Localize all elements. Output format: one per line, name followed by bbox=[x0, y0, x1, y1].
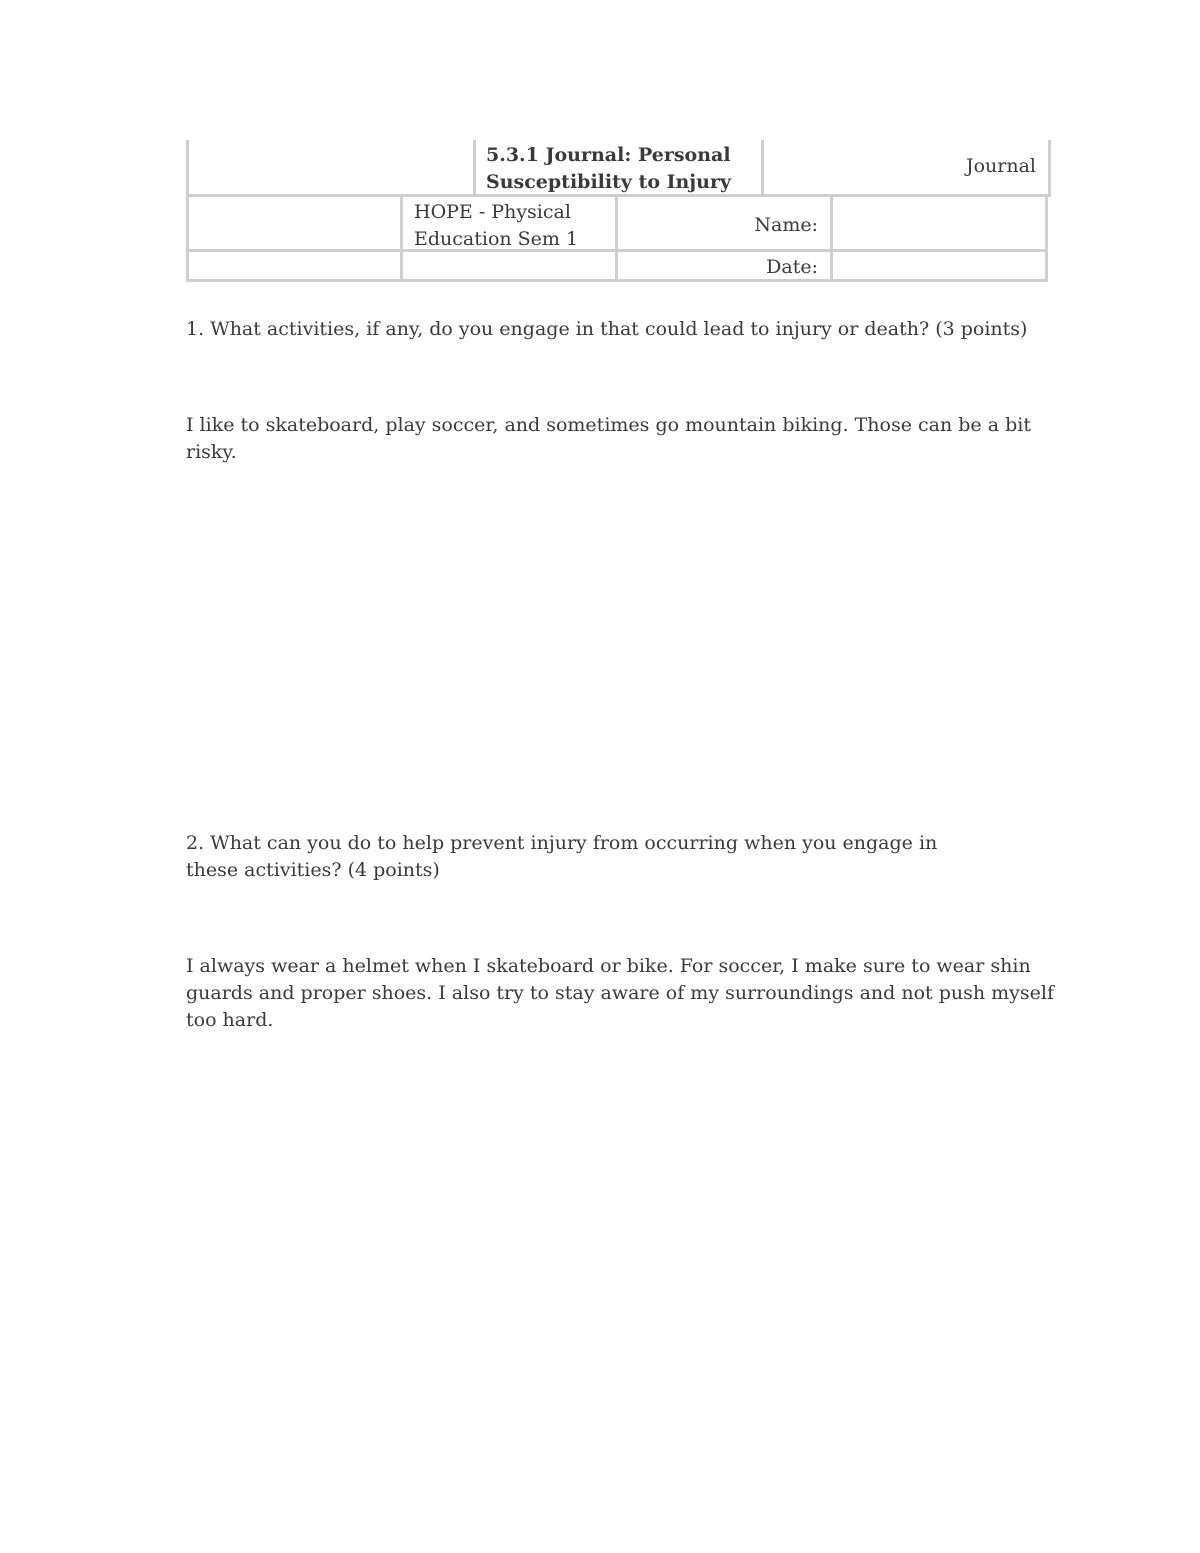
header-blank-cell bbox=[186, 194, 403, 252]
header-blank-cell bbox=[400, 249, 618, 282]
name-label: Name: bbox=[615, 194, 833, 252]
name-field[interactable] bbox=[830, 194, 1048, 252]
header-blank-cell bbox=[186, 140, 476, 197]
question-1-prompt: 1. What activities, if any, do you engage in that could lead to injury or death? (3 points) bbox=[186, 318, 1028, 340]
course-name: HOPE - Physical Education Sem 1 bbox=[400, 194, 618, 252]
date-field[interactable] bbox=[830, 249, 1048, 282]
assignment-type: Journal bbox=[761, 140, 1051, 197]
assignment-title: 5.3.1 Journal: Personal Susceptibility to Injury bbox=[473, 140, 764, 197]
question-2-prompt: 2. What can you do to help prevent injury from occurring when you engage in these activities? (4 points) bbox=[186, 832, 938, 881]
question-2-answer[interactable]: I always wear a helmet when I skateboard or bike. For soccer, I make sure to wear shin guards and proper shoes. I also try to stay aware of my surroundings and not push myself too hard. bbox=[186, 955, 1054, 1031]
question-1-answer[interactable]: I like to skateboard, play soccer, and sometimes go mountain biking. Those can be a bit risky. bbox=[186, 414, 1031, 463]
date-label: Date: bbox=[615, 249, 833, 282]
header-blank-cell bbox=[186, 249, 403, 282]
